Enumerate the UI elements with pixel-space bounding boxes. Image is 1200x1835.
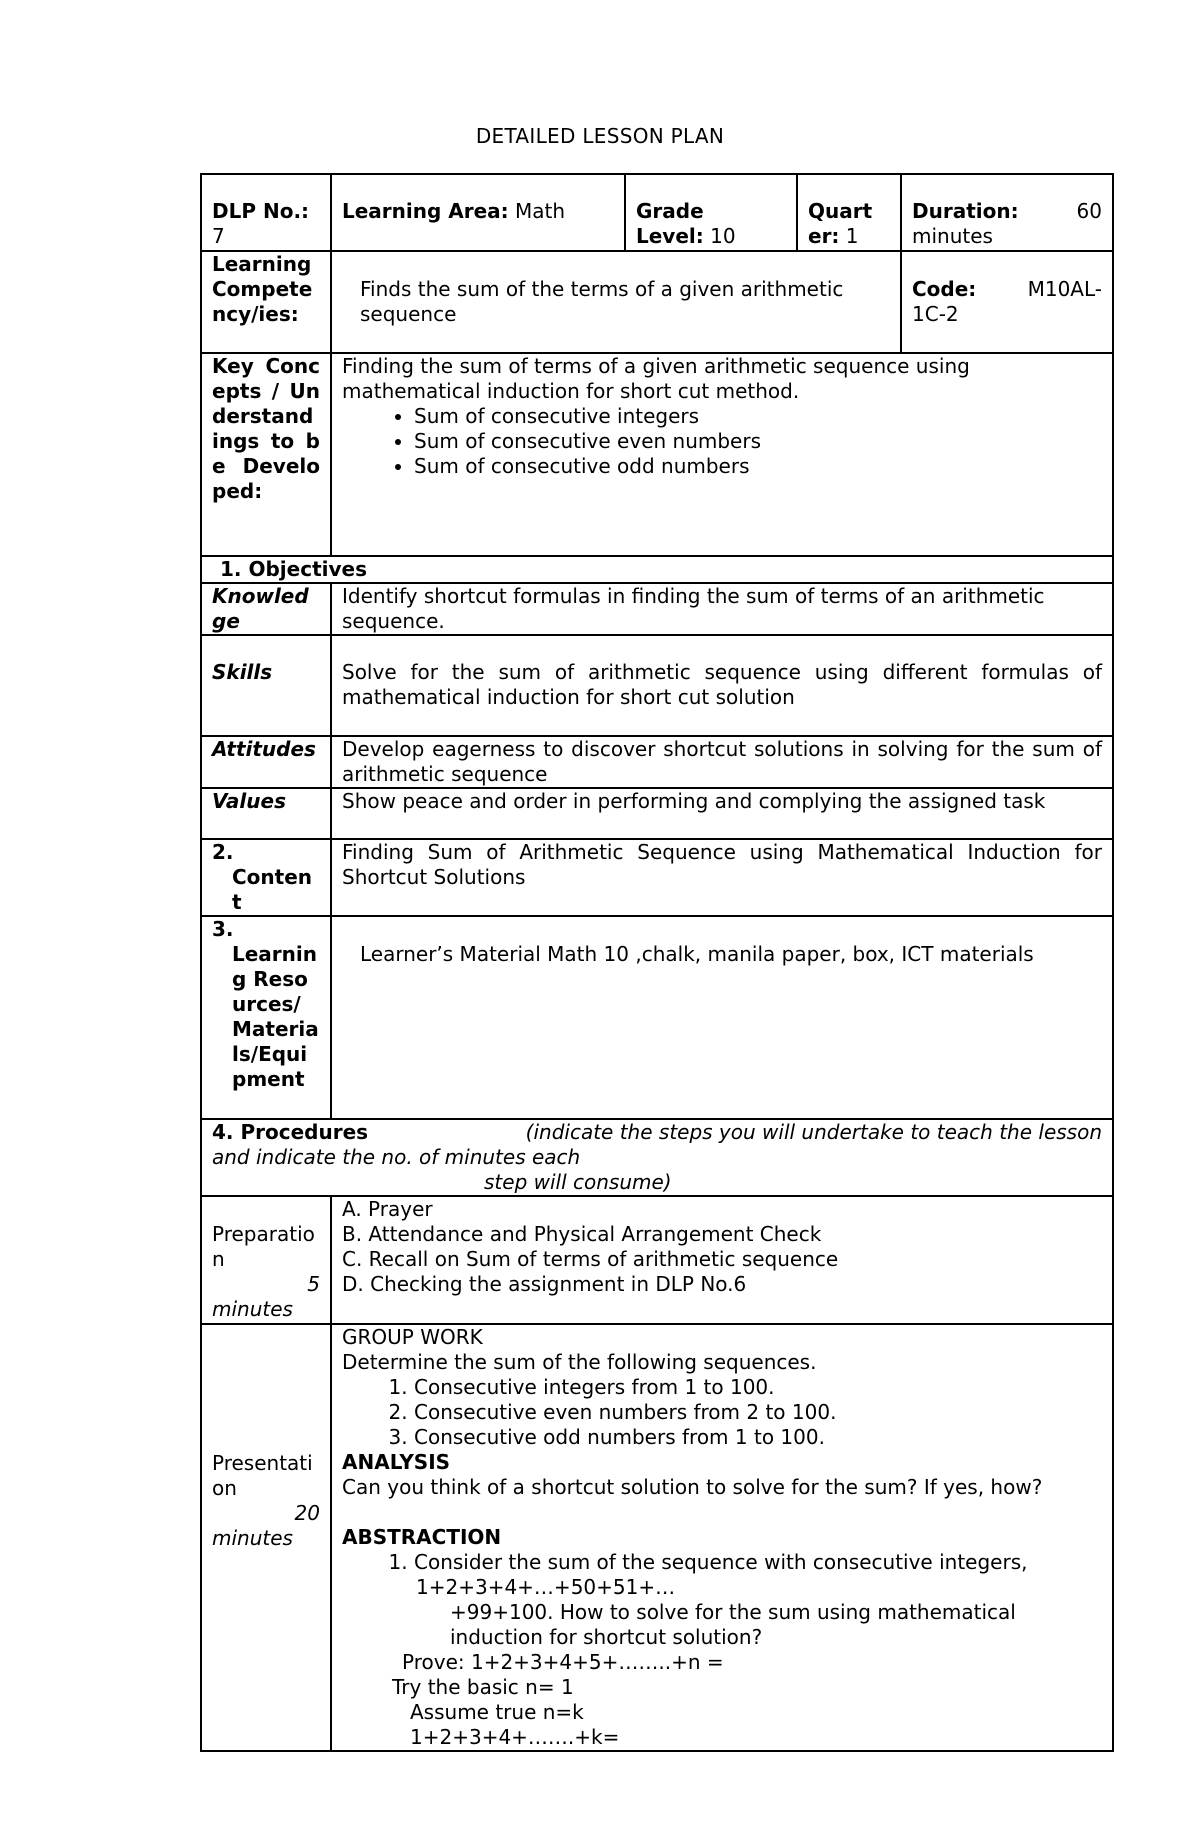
sum-k-line: 1+2+3+4+…….+k= [410, 1725, 620, 1749]
attitudes-row [201, 736, 1113, 788]
preparation-minutes-number: 5 [307, 1272, 320, 1296]
preparation-steps [331, 1196, 1113, 1324]
list-item: 1. Consecutive integers from 1 to 100. [414, 1375, 1102, 1400]
list-item: • Sum of consecutive even numbers [414, 429, 1102, 454]
abstraction-line: +99+100. How to solve for the sum using mathematical [450, 1600, 1016, 1624]
content-text: Finding Sum of Arithmetic Sequence using Mathematical Induction for Shortcut Solutions [331, 839, 1113, 916]
code-cell [901, 251, 1113, 353]
preparation-row [201, 1196, 1113, 1324]
resources-label-number: 3. [212, 917, 234, 941]
presentation-row [201, 1324, 1113, 1751]
list-item: • Sum of consecutive integers [414, 404, 1102, 429]
list-item: 2. Consecutive even numbers from 2 to 100. [414, 1400, 1102, 1425]
analysis-text: Can you think of a shortcut solution to solve for the sum? If yes, how? [342, 1475, 1043, 1499]
attitudes-label: Attitudes [201, 736, 331, 788]
assume-line: Assume true n=k [410, 1700, 584, 1724]
code-value: M10AL- [1027, 277, 1102, 301]
attitudes-text: Develop eagerness to discover shortcut solutions in solving for the sum of arithmetic sequence [331, 736, 1113, 788]
knowledge-row [201, 583, 1113, 635]
grade-level-label-2: Level: [636, 224, 704, 248]
learning-area-value: Math [515, 199, 566, 223]
key-concepts-label: Key Concepts / Understandings to be Developed: [201, 353, 331, 556]
key-concepts-content [331, 353, 1113, 556]
content-label: Content [232, 865, 313, 914]
list-item: C. Recall on Sum of terms of arithmetic sequence [342, 1247, 839, 1271]
objectives-heading-row [201, 556, 1113, 583]
list-item: A. Prayer [342, 1197, 433, 1221]
presentation-minutes-number: 20 [294, 1501, 320, 1525]
content-label-cell [201, 839, 331, 916]
competency-text: Finds the sum of the terms of a given arithmetic sequence [331, 251, 901, 353]
duration-number: 60 [1076, 199, 1102, 223]
quarter-cell [797, 174, 901, 251]
document-title: DETAILED LESSON PLAN [475, 124, 725, 148]
content-row [201, 839, 1113, 916]
procedures-heading-row [201, 1119, 1113, 1196]
key-concepts-row [201, 353, 1113, 556]
abstraction-heading: ABSTRACTION [342, 1525, 502, 1549]
knowledge-text: Identify shortcut formulas in finding the sum of terms of an arithmetic sequence. [331, 583, 1113, 635]
resources-label: Learning Resources/Materials/Equipment [232, 942, 319, 1091]
procedures-note-1: (indicate the steps you will undertake to teach the lesson [525, 1120, 1102, 1144]
preparation-minutes-unit: minutes [212, 1297, 293, 1321]
grade-level-value: 10 [710, 224, 736, 248]
skills-label: Skills [201, 635, 331, 736]
values-text: Show peace and order in performing and complying the assigned task [331, 788, 1113, 839]
values-label: Values [201, 788, 331, 839]
abstraction-list [342, 1550, 1102, 1575]
group-work-heading: GROUP WORK [342, 1325, 483, 1349]
procedures-note-3: step will consume) [484, 1170, 672, 1194]
preparation-label-cell [201, 1196, 331, 1324]
lesson-plan-table [200, 173, 1114, 1752]
resources-text: Learner’s Material Math 10 ,chalk, manila paper, box, ICT materials [331, 916, 1113, 1119]
competency-label: Learning Competency/ies: [201, 251, 331, 353]
basic-step-line: Try the basic n= 1 [392, 1675, 574, 1699]
procedures-note-2: and indicate the no. of minutes each [212, 1145, 581, 1169]
quarter-label: Quart [808, 199, 873, 223]
presentation-label-cell [201, 1324, 331, 1751]
duration-cell [901, 174, 1113, 251]
competency-row [201, 251, 1113, 353]
resources-label-cell [201, 916, 331, 1119]
values-row [201, 788, 1113, 839]
header-row [201, 174, 1113, 251]
list-item: D. Checking the assignment in DLP No.6 [342, 1272, 747, 1296]
group-work-instruction: Determine the sum of the following sequences. [342, 1350, 817, 1374]
presentation-content [331, 1324, 1113, 1751]
preparation-label: Preparation [212, 1222, 315, 1271]
group-work-list [342, 1375, 1102, 1450]
key-concepts-list [342, 404, 1102, 479]
content-label-number: 2. [212, 840, 234, 864]
grade-level-label: Grade [636, 199, 704, 223]
skills-row [201, 635, 1113, 736]
presentation-minutes-unit: minutes [212, 1526, 293, 1550]
abstraction-line: induction for shortcut solution? [450, 1625, 763, 1649]
list-item: 1. Consider the sum of the sequence with consecutive integers, [414, 1550, 1102, 1575]
duration-unit: minutes [912, 224, 993, 248]
abstraction-line: 1+2+3+4+…+50+51+… [416, 1575, 676, 1599]
grade-level-cell [625, 174, 797, 251]
learning-area-cell [331, 174, 625, 251]
quarter-label-2: er: [808, 224, 840, 248]
quarter-value: 1 [845, 224, 859, 248]
code-label: Code: [912, 277, 977, 301]
list-item: B. Attendance and Physical Arrangement Check [342, 1222, 822, 1246]
analysis-heading: ANALYSIS [342, 1450, 451, 1474]
procedures-heading-cell [201, 1119, 1113, 1196]
presentation-label: Presentation [212, 1451, 313, 1500]
learning-area-label: Learning Area: [342, 199, 509, 223]
list-item: 3. Consecutive odd numbers from 1 to 100. [414, 1425, 1102, 1450]
dlp-number-cell [201, 174, 331, 251]
procedures-heading: 4. Procedures [212, 1120, 369, 1144]
duration-label: Duration: [912, 199, 1019, 223]
skills-text: Solve for the sum of arithmetic sequence using different formulas of mathematical induction for short cut solution [331, 635, 1113, 736]
code-value-2: 1C-2 [912, 302, 959, 326]
resources-row [201, 916, 1113, 1119]
dlp-number-label: DLP No.: [212, 199, 310, 223]
dlp-number-value: 7 [212, 224, 225, 248]
key-concepts-intro: Finding the sum of terms of a given arithmetic sequence using mathematical induction for short cut method. [342, 354, 970, 403]
list-item: • Sum of consecutive odd numbers [414, 454, 1102, 479]
prove-line: Prove: 1+2+3+4+5+……..+n = [402, 1650, 724, 1674]
objectives-heading: 1. Objectives [201, 556, 1113, 583]
knowledge-label: Knowledge [201, 583, 331, 635]
